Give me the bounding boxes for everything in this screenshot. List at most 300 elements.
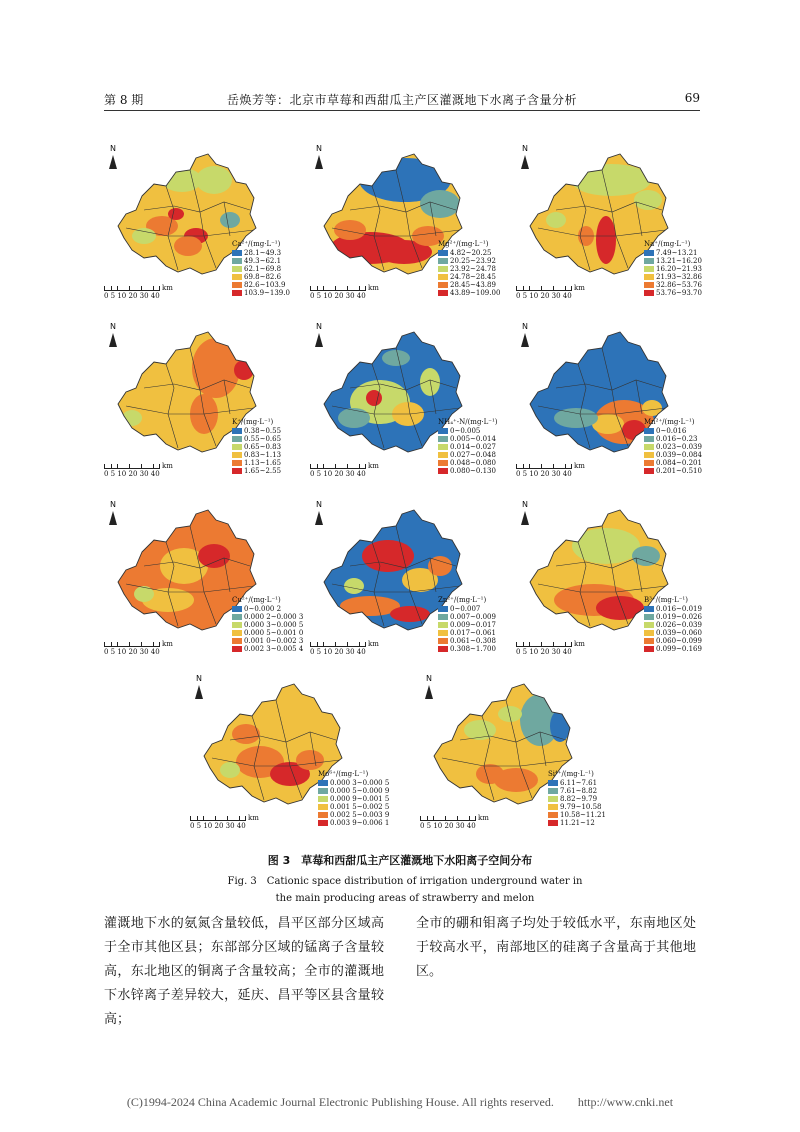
concentration-zone <box>596 596 644 620</box>
legend-mn <box>644 418 754 475</box>
concentration-zone <box>476 764 504 784</box>
legend-range-label: 0.001 5~0.002 5 <box>330 803 390 811</box>
concentration-zone <box>192 338 240 398</box>
scale-bar <box>516 284 626 306</box>
legend-range-label: 0.060~0.099 <box>656 637 702 645</box>
legend-swatch <box>644 266 654 272</box>
legend-item <box>644 459 754 467</box>
concentration-zone <box>168 208 184 220</box>
legend-title: Zn²⁺/(mg·L⁻¹) <box>438 596 487 604</box>
north-label: N <box>316 322 322 331</box>
scale-tick <box>239 816 240 820</box>
legend-swatch <box>232 638 242 644</box>
legend-swatch <box>318 780 328 786</box>
north-arrow-icon <box>422 674 436 699</box>
legend-range-label: 10.58~11.21 <box>560 811 606 819</box>
scale-labels: 0 5 10 20 30 40 <box>190 822 246 830</box>
legend-item <box>644 637 754 645</box>
legend-swatch <box>644 436 654 442</box>
legend-item <box>318 811 428 819</box>
legend-range-label: 6.11~7.61 <box>560 779 598 787</box>
legend-swatch <box>438 468 448 474</box>
legend-range-label: 16.20~21.93 <box>656 265 702 273</box>
legend-swatch <box>644 614 654 620</box>
north-label: N <box>522 500 528 509</box>
scale-unit: km <box>162 640 173 648</box>
legend-swatch <box>644 428 654 434</box>
legend-range-label: 28.1~49.3 <box>244 249 282 257</box>
legend-range-label: 0.83~1.13 <box>244 451 282 459</box>
legend-swatch <box>318 796 328 802</box>
scale-tick <box>347 286 348 290</box>
legend-range-label: 0.000 5~0.000 9 <box>330 787 390 795</box>
scale-tick <box>457 816 458 820</box>
scale-bar-line <box>190 816 246 821</box>
legend-item <box>644 629 754 637</box>
scale-tick <box>141 464 142 468</box>
map-mo <box>190 670 390 840</box>
scale-tick <box>197 816 198 820</box>
scale-tick <box>565 286 566 290</box>
north-arrow-shape <box>315 511 323 525</box>
scale-unit: km <box>574 284 585 292</box>
legend-swatch <box>318 820 328 826</box>
north-arrow-shape <box>109 333 117 347</box>
legend-swatch <box>438 460 448 466</box>
legend-item <box>644 621 754 629</box>
legend-swatch <box>232 622 242 628</box>
legend-swatch <box>438 274 448 280</box>
scale-labels: 0 5 10 20 30 40 <box>420 822 476 830</box>
legend-swatch <box>644 630 654 636</box>
legend-item <box>644 273 754 281</box>
legend-swatch <box>232 266 242 272</box>
concentration-zone <box>572 528 640 564</box>
scale-tick <box>117 464 118 468</box>
concentration-zone <box>546 212 566 228</box>
legend-range-label: 7.49~13.21 <box>656 249 698 257</box>
legend-swatch <box>232 646 242 652</box>
legend-swatch <box>438 258 448 264</box>
legend-range-label: 8.82~9.79 <box>560 795 598 803</box>
scale-tick <box>153 642 154 646</box>
map-zn <box>310 496 496 666</box>
scale-bar-line <box>516 464 572 469</box>
scale-tick <box>153 464 154 468</box>
legend-swatch <box>438 250 448 256</box>
legend-range-label: 32.86~53.76 <box>656 281 702 289</box>
legend-swatch <box>438 638 448 644</box>
scale-tick <box>203 816 204 820</box>
legend-title: Ca²⁺/(mg·L⁻¹) <box>232 240 281 248</box>
concentration-zone <box>464 720 496 740</box>
legend-title: Cu²⁺/(mg·L⁻¹) <box>232 596 281 604</box>
legend-range-label: 0.000 3~0.000 5 <box>330 779 390 787</box>
concentration-zone <box>420 190 460 218</box>
legend-range-label: 0~0.016 <box>656 427 687 435</box>
legend-swatch <box>438 646 448 652</box>
scale-tick <box>111 642 112 646</box>
legend-swatch <box>232 428 242 434</box>
concentration-zone <box>262 700 294 720</box>
legend-range-label: 0~0.000 2 <box>244 605 282 613</box>
legend-item <box>644 645 754 653</box>
legend-swatch <box>548 820 558 826</box>
legend-item <box>644 467 754 475</box>
north-arrow-icon <box>518 322 532 347</box>
legend-range-label: 0.000 9~0.001 5 <box>330 795 390 803</box>
north-arrow-icon <box>312 322 326 347</box>
scale-labels: 0 5 10 20 30 40 <box>310 292 366 300</box>
legend-si <box>548 770 658 827</box>
concentration-zone <box>498 706 522 722</box>
legend-swatch <box>232 606 242 612</box>
legend-item <box>644 281 754 289</box>
concentration-zone <box>134 586 154 602</box>
legend-range-label: 0.048~0.080 <box>450 459 496 467</box>
legend-item <box>644 605 754 613</box>
concentration-zone <box>344 578 364 594</box>
scale-tick <box>445 816 446 820</box>
scale-tick <box>129 642 130 646</box>
legend-swatch <box>644 606 654 612</box>
legend-swatch <box>438 428 448 434</box>
north-arrow-shape <box>521 511 529 525</box>
scale-tick <box>111 286 112 290</box>
concentration-zone <box>132 228 156 244</box>
legend-swatch <box>438 630 448 636</box>
legend-range-label: 0.080~0.130 <box>450 467 496 475</box>
legend-item <box>318 819 428 827</box>
header-rule <box>104 110 700 111</box>
scale-labels: 0 5 10 20 30 40 <box>516 648 572 656</box>
scale-tick <box>317 286 318 290</box>
concentration-zone <box>634 190 662 210</box>
legend-range-label: 62.1~69.8 <box>244 265 282 273</box>
legend-swatch <box>438 614 448 620</box>
legend-mo <box>318 770 428 827</box>
legend-swatch <box>232 436 242 442</box>
scale-labels: 0 5 10 20 30 40 <box>310 470 366 478</box>
legend-range-label: 21.93~32.86 <box>656 273 702 281</box>
scale-tick <box>553 464 554 468</box>
legend-swatch <box>438 282 448 288</box>
legend-swatch <box>548 804 558 810</box>
scale-unit: km <box>478 814 489 822</box>
legend-range-label: 0.039~0.060 <box>656 629 702 637</box>
legend-item <box>548 795 658 803</box>
scale-tick <box>335 286 336 290</box>
legend-range-label: 0.016~0.019 <box>656 605 702 613</box>
scale-tick <box>427 816 428 820</box>
running-title: 岳焕芳等：北京市草莓和西甜瓜主产区灌溉地下水离子含量分析 <box>226 93 577 107</box>
north-arrow-shape <box>315 333 323 347</box>
legend-swatch <box>438 622 448 628</box>
scale-unit: km <box>368 640 379 648</box>
legend-swatch <box>232 274 242 280</box>
concentration-zone <box>390 606 430 622</box>
issue-number: 第 8 期 <box>104 93 144 107</box>
legend-range-label: 1.65~2.55 <box>244 467 282 475</box>
legend-range-label: 0.002 3~0.005 4 <box>244 645 304 653</box>
north-arrow-icon <box>518 500 532 525</box>
legend-range-label: 0.001 0~0.002 3 <box>244 637 304 645</box>
legend-item <box>644 435 754 443</box>
legend-item <box>644 443 754 451</box>
legend-range-label: 0.016~0.23 <box>656 435 698 443</box>
legend-item <box>644 427 754 435</box>
scale-labels: 0 5 10 20 30 40 <box>310 648 366 656</box>
legend-range-label: 69.8~82.6 <box>244 273 282 281</box>
scale-bar <box>310 462 420 484</box>
scale-bar-line <box>420 816 476 821</box>
legend-range-label: 0~0.007 <box>450 605 481 613</box>
legend-swatch <box>644 444 654 450</box>
map-ca <box>104 140 290 310</box>
scale-bar-line <box>104 286 160 291</box>
legend-swatch <box>232 460 242 466</box>
legend-swatch <box>318 788 328 794</box>
legend-range-label: 49.3~62.1 <box>244 257 282 265</box>
scale-unit: km <box>162 284 173 292</box>
legend-range-label: 0.55~0.65 <box>244 435 282 443</box>
legend-range-label: 0.000 3~0.000 5 <box>244 621 304 629</box>
legend-swatch <box>232 630 242 636</box>
scale-tick <box>117 286 118 290</box>
figure-caption-en: Fig. 3 Cationic space distribution of irrigation underground water in the main producing areas of strawberry and melon <box>227 876 583 904</box>
legend-range-label: 53.76~93.70 <box>656 289 702 297</box>
scale-bar <box>310 640 420 662</box>
concentration-zone <box>174 236 202 256</box>
scale-tick <box>153 286 154 290</box>
legend-swatch <box>232 444 242 450</box>
legend-range-label: 0.014~0.027 <box>450 443 496 451</box>
scale-tick <box>323 464 324 468</box>
legend-swatch <box>438 290 448 296</box>
legend-range-label: 0.017~0.061 <box>450 629 496 637</box>
concentration-zone <box>334 220 366 240</box>
legend-item <box>318 779 428 787</box>
north-arrow-icon <box>192 674 206 699</box>
legend-range-label: 0.039~0.084 <box>656 451 702 459</box>
scale-unit: km <box>248 814 259 822</box>
scale-tick <box>359 642 360 646</box>
scale-labels: 0 5 10 20 30 40 <box>104 470 160 478</box>
scale-unit: km <box>368 284 379 292</box>
page-number: 69 <box>684 91 700 105</box>
scale-bar <box>104 284 214 306</box>
scale-tick <box>529 286 530 290</box>
north-arrow-shape <box>315 155 323 169</box>
concentration-zone <box>296 750 324 770</box>
map-nh4 <box>310 318 498 488</box>
legend-range-label: 43.89~109.00 <box>450 289 501 297</box>
legend-range-label: 11.21~12 <box>560 819 595 827</box>
scale-tick <box>141 642 142 646</box>
legend-range-label: 4.82~20.25 <box>450 249 492 257</box>
legend-range-label: 0.009~0.017 <box>450 621 496 629</box>
map-b <box>516 496 702 666</box>
concentration-zone <box>571 164 651 196</box>
legend-range-label: 28.45~43.89 <box>450 281 496 289</box>
scale-tick <box>433 816 434 820</box>
legend-range-label: 0.003 9~0.006 1 <box>330 819 390 827</box>
scale-bar-line <box>516 286 572 291</box>
north-arrow-icon <box>106 144 120 169</box>
north-arrow-shape <box>109 155 117 169</box>
scale-tick <box>111 464 112 468</box>
legend-swatch <box>232 468 242 474</box>
north-label: N <box>110 500 116 509</box>
legend-range-label: 0.65~0.83 <box>244 443 282 451</box>
scale-tick <box>323 642 324 646</box>
concentration-zone <box>554 408 598 428</box>
legend-range-label: 0.019~0.026 <box>656 613 702 621</box>
north-label: N <box>316 500 322 509</box>
north-arrow-shape <box>521 333 529 347</box>
legend-range-label: 9.79~10.58 <box>560 803 602 811</box>
legend-swatch <box>644 282 654 288</box>
legend-item <box>548 819 658 827</box>
legend-swatch <box>438 266 448 272</box>
legend-swatch <box>644 646 654 652</box>
concentration-zone <box>362 540 414 572</box>
legend-swatch <box>548 788 558 794</box>
north-arrow-icon <box>312 500 326 525</box>
scale-tick <box>541 286 542 290</box>
scale-tick <box>529 464 530 468</box>
legend-swatch <box>232 258 242 264</box>
legend-range-label: 1.13~1.65 <box>244 459 282 467</box>
scale-labels: 0 5 10 20 30 40 <box>104 648 160 656</box>
legend-range-label: 0.061~0.308 <box>450 637 496 645</box>
concentration-zone <box>366 390 382 406</box>
north-label: N <box>522 322 528 331</box>
scale-tick <box>565 642 566 646</box>
north-label: N <box>110 144 116 153</box>
legend-swatch <box>548 780 558 786</box>
legend-range-label: 0.000 2~0.000 3 <box>244 613 304 621</box>
concentration-zone <box>596 216 616 264</box>
legend-range-label: 0~0.005 <box>450 427 481 435</box>
scale-bar-line <box>104 642 160 647</box>
concentration-zone <box>550 710 570 742</box>
legend-range-label: 23.92~24.78 <box>450 265 496 273</box>
legend-title: Na⁺/(mg·L⁻¹) <box>644 240 691 248</box>
scale-tick <box>215 816 216 820</box>
legend-swatch <box>548 812 558 818</box>
legend-swatch <box>644 468 654 474</box>
legend-b <box>644 596 754 653</box>
legend-swatch <box>644 452 654 458</box>
scale-tick <box>347 642 348 646</box>
figure-caption-cn: 图 3 草莓和西甜瓜主产区灌溉地下水阳离子空间分布 <box>267 854 533 867</box>
legend-title: Si⁴⁺/(mg·L⁻¹) <box>548 770 594 778</box>
concentration-zone <box>632 546 660 566</box>
scale-bar <box>104 462 214 484</box>
scale-bar-line <box>310 286 366 291</box>
legend-range-label: 0.201~0.510 <box>656 467 702 475</box>
scale-tick <box>141 286 142 290</box>
scale-tick <box>117 642 118 646</box>
legend-na <box>644 240 754 297</box>
legend-swatch <box>232 250 242 256</box>
legend-swatch <box>438 452 448 458</box>
scale-tick <box>529 642 530 646</box>
scale-tick <box>523 464 524 468</box>
legend-title: Mo⁶⁺/(mg·L⁻¹) <box>318 770 369 778</box>
legend-swatch <box>232 282 242 288</box>
legend-range-label: 82.6~103.9 <box>244 281 286 289</box>
legend-range-label: 0.026~0.039 <box>656 621 702 629</box>
legend-item <box>318 795 428 803</box>
legend-item <box>644 613 754 621</box>
scale-bar-line <box>310 642 366 647</box>
scale-unit: km <box>162 462 173 470</box>
legend-swatch <box>644 638 654 644</box>
legend-title: Mn²⁺/(mg·L⁻¹) <box>644 418 695 426</box>
scale-bar-line <box>516 642 572 647</box>
legend-title: Mg²⁺/(mg·L⁻¹) <box>438 240 489 248</box>
legend-title: B³⁺/(mg·L⁻¹) <box>644 596 688 604</box>
legend-range-label: 0.38~0.55 <box>244 427 282 435</box>
scale-tick <box>227 816 228 820</box>
scale-bar <box>310 284 420 306</box>
legend-range-label: 0.005~0.014 <box>450 435 496 443</box>
scale-tick <box>553 286 554 290</box>
concentration-zone <box>196 166 232 194</box>
legend-range-label: 0.084~0.201 <box>656 459 702 467</box>
legend-swatch <box>644 290 654 296</box>
body-text-right: 全市的硼和钼离子均处于较低水平，东南地区处于较高水平，南部地区的硅离子含量高于其他地区。 <box>416 916 696 979</box>
scale-tick <box>317 642 318 646</box>
concentration-zone <box>338 408 370 428</box>
scale-labels: 0 5 10 20 30 40 <box>516 292 572 300</box>
scale-tick <box>469 816 470 820</box>
legend-range-label: 0.027~0.048 <box>450 451 496 459</box>
legend-swatch <box>644 274 654 280</box>
legend-swatch <box>318 804 328 810</box>
scale-bar <box>104 640 214 662</box>
legend-item <box>318 787 428 795</box>
legend-swatch <box>318 812 328 818</box>
north-arrow-icon <box>312 144 326 169</box>
scale-tick <box>129 286 130 290</box>
map-na <box>516 140 702 310</box>
legend-swatch <box>644 622 654 628</box>
scale-labels: 0 5 10 20 30 40 <box>104 292 160 300</box>
scale-labels: 0 5 10 20 30 40 <box>516 470 572 478</box>
legend-item <box>318 803 428 811</box>
legend-item <box>548 779 658 787</box>
legend-item <box>548 803 658 811</box>
legend-title: K⁺/(mg·L⁻¹) <box>232 418 274 426</box>
legend-swatch <box>438 444 448 450</box>
legend-item <box>548 811 658 819</box>
scale-tick <box>359 464 360 468</box>
legend-item <box>644 451 754 459</box>
north-arrow-icon <box>106 500 120 525</box>
legend-swatch <box>644 258 654 264</box>
legend-swatch <box>232 614 242 620</box>
legend-swatch <box>548 796 558 802</box>
concentration-zone <box>220 762 240 778</box>
map-si <box>420 670 606 840</box>
north-arrow-shape <box>521 155 529 169</box>
map-mg <box>310 140 501 310</box>
scale-tick <box>541 464 542 468</box>
legend-item <box>644 249 754 257</box>
